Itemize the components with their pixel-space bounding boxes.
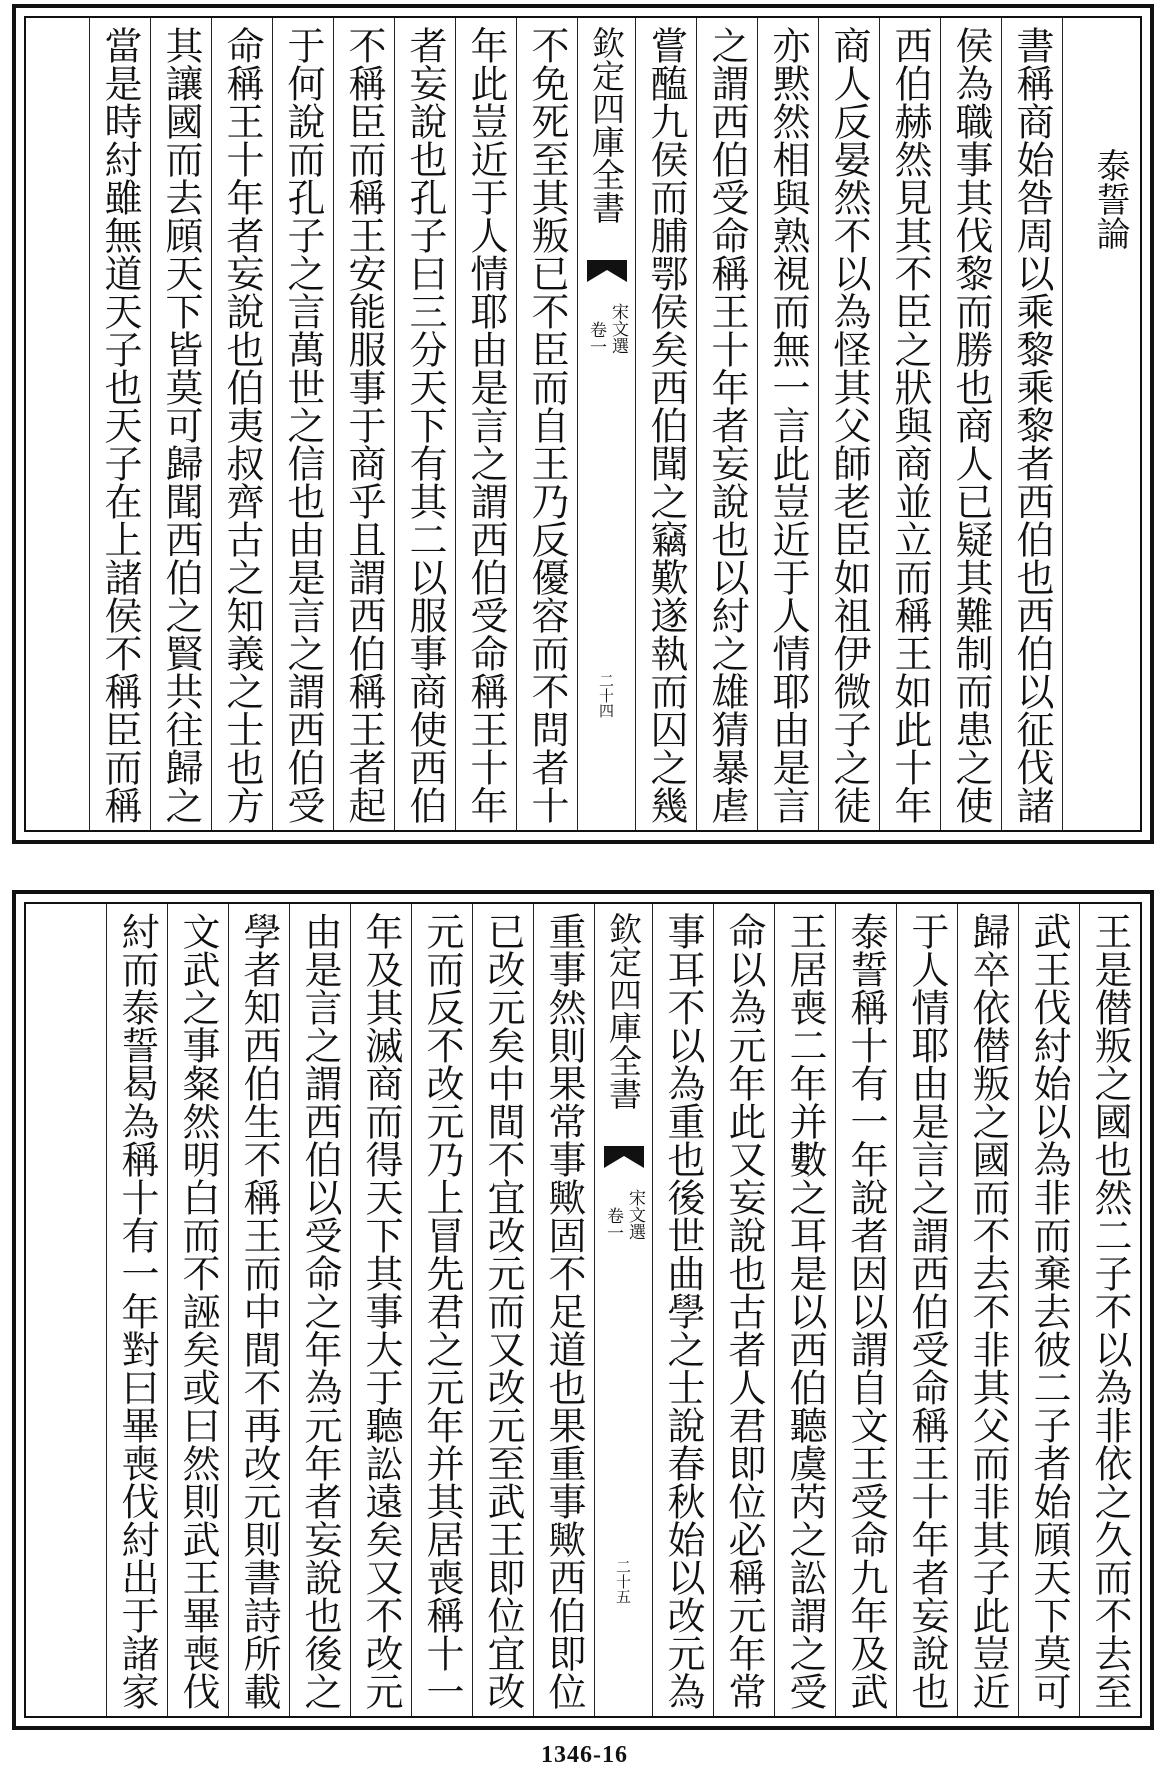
footer-page-code: 1346-16: [541, 1742, 628, 1768]
text-column: 事耳不以為重也後世曲學之士說春秋始以改元為: [652, 904, 713, 1716]
center-fold-column: [594, 904, 652, 1716]
library-label: 欽定四庫全書: [587, 26, 626, 224]
volume-title: 宋文選: [608, 303, 628, 354]
text-column: 于何說而孔子之言萬世之信也由是言之謂西伯受: [272, 18, 333, 830]
text-column: 由是言之謂西伯以受命之年為元年者妄說也後之: [289, 904, 350, 1716]
text-column: 元而反不改元乃上冒先君之元年并其居喪稱十一: [411, 904, 472, 1716]
text-column: 亦黙然相與熟視而無一言此豈近于人情耶由是言: [757, 18, 818, 830]
text-column: 學者知西伯生不稱王而中間不再改元則書詩所載: [228, 904, 289, 1716]
text-column: 年及其滅商而得天下其事大于聽訟遠矣又不改元: [350, 904, 411, 1716]
page-number: 二十五: [614, 1559, 632, 1604]
text-column: 年此豈近于人情耶由是言之謂西伯受命稱王十年: [455, 18, 516, 830]
text-column: 文武之事粲然明白而不誣矣或曰然則武王畢喪伐: [167, 904, 228, 1716]
page-number: 二十四: [597, 673, 615, 718]
library-label: 欽定四庫全書: [604, 912, 643, 1110]
volume-info: [583, 303, 631, 413]
text-column: 商人反晏然不以為怪其父師老臣如祖伊微子之徒: [818, 18, 879, 830]
page-bottom: [12, 890, 1154, 1730]
text-column: 者妄說也孔子曰三分天下有其二以服事商使西伯: [394, 18, 455, 830]
center-fold-column: [577, 18, 635, 830]
page-top: [12, 4, 1154, 844]
text-column: 當是時紂雖無道天子也天子在上諸侯不稱臣而稱: [89, 18, 150, 830]
text-column: 西伯赫然見其不臣之狀與商並立而稱王如此十年: [879, 18, 940, 830]
text-column: 已改元矣中間不宜改元而又改元至武王即位宜改: [472, 904, 533, 1716]
volume-title: 宋文選: [625, 1189, 645, 1240]
page-bottom-text-block: [24, 902, 1142, 1718]
text-column: 于人情耶由是言之謂西伯受命稱王十年者妄說也: [896, 904, 957, 1716]
text-column: 之謂西伯受命稱王十年者妄說也以紂之雄猜暴虐: [696, 18, 757, 830]
volume-info: [600, 1189, 648, 1299]
text-column: 侯為職事其伐黎而勝也商人已疑其難制而患之使: [940, 18, 1001, 830]
text-column: 命以為元年此又妄說也古者人君即位必稱元年常: [713, 904, 774, 1716]
text-column: 歸卒依僣叛之國而不去不非其父而非其子此豈近: [957, 904, 1018, 1716]
text-column: 嘗醢九侯而脯鄂侯矣西伯聞之竊歎遂執而囚之幾: [635, 18, 696, 830]
fishtail-mark-icon: [585, 258, 629, 284]
text-column: 武王伐紂始以為非而棄去彼二子者始頋天下莫可: [1018, 904, 1079, 1716]
text-column: 不免死至其叛已不臣而自王乃反優容而不問者十: [516, 18, 577, 830]
essay-title: 泰誓論: [1062, 18, 1140, 830]
text-column: 其讓國而去頋天下皆莫可歸聞西伯之賢共往歸之: [150, 18, 211, 830]
text-column: 王居喪二年并數之耳是以西伯聽虞芮之訟謂之受: [774, 904, 835, 1716]
text-column: 重事然則果常事歟固不足道也果重事歟西伯即位: [533, 904, 594, 1716]
text-column: 紂而泰誓曷為稱十有一年對曰畢喪伐紂出于諸家: [106, 904, 167, 1716]
text-column: 書稱商始咎周以乘黎乘黎者西伯也西伯以征伐諸: [1001, 18, 1062, 830]
fishtail-mark-icon: [602, 1144, 646, 1170]
text-column: 王是僣叛之國也然二子不以為非依之久而不去至: [1079, 904, 1140, 1716]
page-top-text-block: [24, 16, 1142, 832]
text-column: 不稱臣而稱王安能服事于商乎且謂西伯稱王者起: [333, 18, 394, 830]
volume-number: 卷一: [586, 321, 606, 355]
volume-number: 卷一: [603, 1207, 623, 1241]
text-column: 命稱王十年者妄說也伯夷叔齊古之知義之士也方: [211, 18, 272, 830]
text-column: 泰誓稱十有一年說者因以謂自文王受命九年及武: [835, 904, 896, 1716]
